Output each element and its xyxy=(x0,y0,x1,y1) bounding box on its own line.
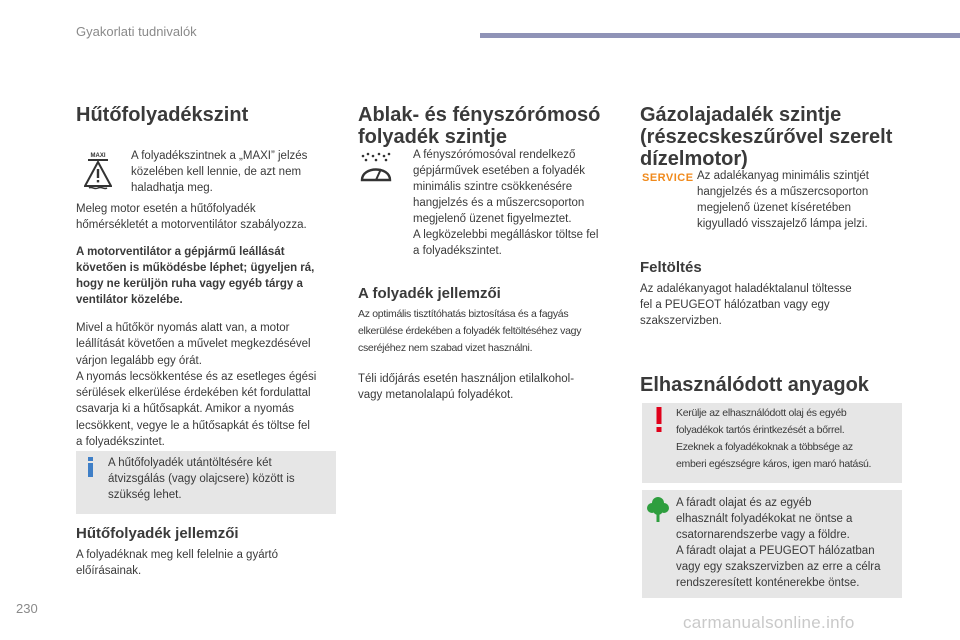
coolant-maxi-warning-icon xyxy=(84,150,112,192)
section-header: Gyakorlati tudnivalók xyxy=(76,24,197,39)
winter-fluid-text: Téli időjárás esetén használjon etilalkohol- vagy metanolalapú folyadékot. xyxy=(358,373,575,401)
refill-subtitle: Feltöltés xyxy=(640,259,702,276)
page-number: 230 xyxy=(16,601,38,616)
tree-icon xyxy=(647,496,669,522)
washer-fluid-icon xyxy=(359,152,393,184)
environment-text: A fáradt olajat és az egyéb elhasznált folyadékokat ne öntse a csatornarendszerbe vagy a földre. A fáradt olajat a PEUGEOT hálózatban vagy egy szakszervizben az erre a célra rendszeresített konténerekbe öntse. xyxy=(676,497,881,589)
header-accent-bar xyxy=(480,33,960,38)
washer-spec-subtitle: A folyadék jellemzői xyxy=(358,285,501,302)
coolant-intro-text: A folyadékszintnek a „MAXI” jelzés közelében kell lennie, de azt nem haladhatja meg. xyxy=(131,150,308,194)
service-warning-icon: SERVICE xyxy=(642,172,694,184)
used-materials-title: Elhasználódott anyagok xyxy=(640,374,869,396)
coolant-level-title: Hűtőfolyadékszint xyxy=(76,104,249,126)
coolant-spec-text: A folyadéknak meg kell felelnie a gyártó előírásainak. xyxy=(76,549,279,577)
coolant-spec-subtitle: Hűtőfolyadék jellemzői xyxy=(76,525,239,542)
washer-fluid-intro-text: A fényszórómosóval rendelkező gépjárművek esetében a folyadék minimális szintre csökkenésére hangjelzés és a műszercsoporton megjelenő üzenet figyelmeztet. A legközelebbi megálláskor töltse fel a folyadékszintet. xyxy=(413,149,599,257)
fan-warning-text: A motorventilátor a gépjármű leállását követően is működésbe léphet; ügyeljen rá, hogy ne kerüljön ruha vagy egyéb tárgy a ventilátor közelébe. xyxy=(76,246,315,306)
exclamation-icon xyxy=(654,407,664,433)
diesel-additive-intro-text: Az adalékanyag minimális szintjét hangjelzés és a műszercsoporton megjelenő üzenet kíséretében kigyulladó visszajelző lámpa jelzi. xyxy=(697,170,869,230)
washer-fluid-title: Ablak- és fényszórómosó folyadék szintje xyxy=(358,104,601,148)
washer-spec-text: Az optimális tisztítóhatás biztosítása és a fagyás elkerülése érdekében a folyadék feltöltéséhez vagy cseréjéhez nem szabad vizet használni. xyxy=(358,308,582,354)
coolant-info-text: A hűtőfolyadék utántöltésére két átvizsgálás (vagy olajcsere) között is szükség lehet. xyxy=(108,457,295,501)
environment-box xyxy=(642,490,902,598)
diesel-additive-title: Gázolajadalék szintje (részecskeszűrővel szerelt dízelmotor) xyxy=(640,104,893,170)
coolant-temperature-text: Meleg motor esetén a hűtőfolyadék hőmérsékletét a motorventilátor szabályozza. xyxy=(76,203,307,231)
used-oil-warning-text: Kerülje az elhasználódott olaj és egyéb folyadékok tartós érintkezését a bőrrel. Ezeknek a folyadékoknak a többsége az emberi egészségre káros, igen maró hatású. xyxy=(676,407,872,470)
coolant-icon-maxi-label: MAXI xyxy=(90,153,106,159)
refill-text: Az adalékanyagot haladéktalanul töltesse fel a PEUGEOT hálózatban vagy egy szakszervizben. xyxy=(640,283,852,327)
watermark: carmanualsonline.info xyxy=(683,613,855,632)
info-icon xyxy=(86,457,96,477)
coolant-info-box xyxy=(76,451,336,514)
used-oil-warning-box xyxy=(642,403,902,483)
pressure-instructions-text: Mivel a hűtőkör nyomás alatt van, a motor leállítását követően a művelet megkezdésével várjon legalább egy órát. A nyomás lecsökkentése és az esetleges égési sérülések elkerülése érdekében két fordulattal csavarja ki a hűtősapkát. Amikor a nyomás lecsökkent, vegye le a hűtősapkát és töltse fel a folyadékszintet. xyxy=(76,322,317,449)
